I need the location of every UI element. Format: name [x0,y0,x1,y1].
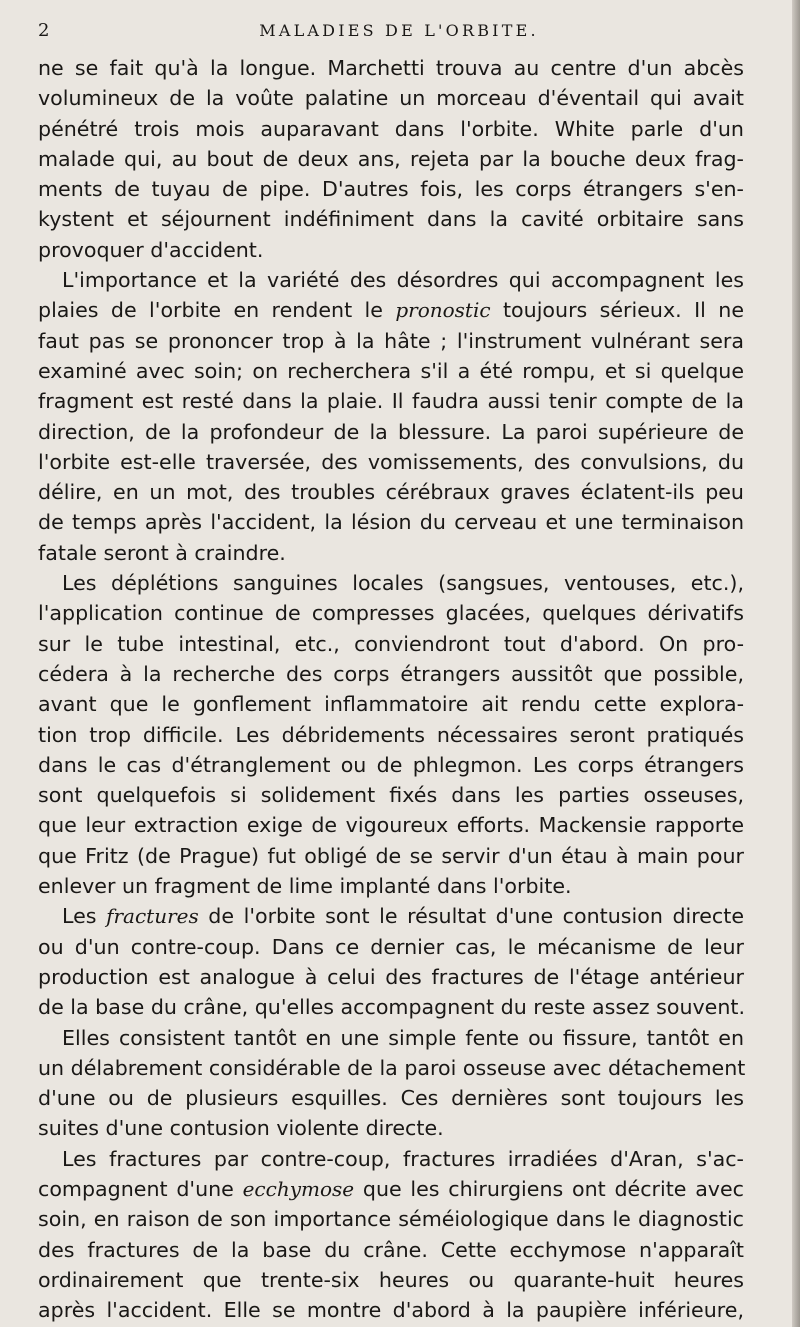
text-fragment: de l'orbite sont le résultat d'une contusion directe [198,904,744,929]
text-line: des fractures de la base du crâne. Cette ecchymose n'apparaît [38,1237,744,1262]
text-line: de la base du crâne, qu'elles accompagnent du reste assez souvent. [38,995,746,1020]
text-fragment: toujours sérieux. Il ne [490,298,745,323]
page-edge-shadow [792,0,800,1327]
text-line [38,901,744,931]
italic-term: ecchymose [242,1176,355,1201]
text-line: cédera à la recherche des corps étrangers aussitôt que possible, [38,661,744,686]
text-line: examiné avec soin; on recherchera s'il a été rompu, et si quelque [38,358,744,383]
text-line: faut pas se prononcer trop à la hâte ; l'instrument vulnérant sera [38,328,744,353]
text-line: fatale seront à craindre. [38,540,286,565]
text-line: fragment est resté dans la plaie. Il faudra aussi tenir compte de la [38,389,744,414]
text-line: de temps après l'accident, la lésion du cerveau et une terminaison [38,510,744,535]
text-line: tion trop difficile. Les débridements nécessaires seront pratiqués [38,722,744,747]
text-line: provoquer d'accident. [38,237,264,262]
text-line: après l'accident. Elle se montre d'abord à la paupière inférieure, [38,1298,744,1323]
text-line: dans le cas d'étranglement ou de phlegmon. Les corps étrangers [38,752,744,777]
italic-term: pronostic [395,298,491,323]
text-line: Les déplétions sanguines locales (sangsues, ventouses, etc.), [62,571,744,596]
running-head: MALADIES DE L'ORBITE. [259,21,539,40]
text-line: malade qui, au bout de deux ans, rejeta par la bouche deux frag- [38,146,744,171]
text-line: un délabrement considérable de la paroi osseuse avec détachement [38,1055,746,1080]
text-line: sur le tube intestinal, etc., conviendront tout d'abord. On pro- [38,631,744,656]
text-fragment: plaies de l'orbite en rendent le [38,298,396,323]
text-line [38,1174,744,1204]
text-line: Elles consistent tantôt en une simple fente ou fissure, tantôt en [62,1025,744,1050]
text-line: volumineux de la voûte palatine un morceau d'éventail qui avait [38,86,744,111]
text-line: d'une ou de plusieurs esquilles. Ces dernières sont toujours les [38,1086,744,1111]
text-line: ordinairement que trente-six heures ou quarante-huit heures [38,1267,744,1292]
text-fragment: Les [62,904,107,929]
text-line: sont quelquefois si solidement fixés dans les parties osseuses, [38,783,744,808]
text-line: l'application continue de compresses glacées, quelques dérivatifs [38,601,744,626]
body-text [38,53,744,1325]
text-fragment: que les chirurgiens ont décrite avec [354,1176,744,1201]
text-line: kystent et séjournent indéfiniment dans la cavité orbitaire sans [38,207,744,232]
text-line: l'orbite est-elle traversée, des vomissements, des convulsions, du [38,449,744,474]
text-line: ments de tuyau de pipe. D'autres fois, les corps étrangers s'en- [38,177,744,202]
text-line: pénétré trois mois auparavant dans l'orbite. White parle d'un [38,116,744,141]
text-line: que Fritz (de Prague) fut obligé de se servir d'un étau à main pour [38,843,744,868]
text-line: délire, en un mot, des troubles cérébraux graves éclatent-ils peu [38,480,744,505]
italic-term: fractures [106,904,199,929]
text-line: production est analogue à celui des fractures de l'étage antérieur [38,964,744,989]
text-line [38,295,744,325]
text-line: Les fractures par contre-coup, fractures irradiées d'Aran, s'ac- [62,1146,744,1171]
text-line: ou d'un contre-coup. Dans ce dernier cas, le mécanisme de leur [38,934,744,959]
text-fragment: compagnent d'une [38,1176,243,1201]
text-line: direction, de la profondeur de la blessure. La paroi supérieure de [38,419,744,444]
page-number: 2 [38,20,50,41]
text-line: que leur extraction exige de vigoureux efforts. Mackensie rapporte [38,813,744,838]
text-line: soin, en raison de son importance séméiologique dans le diagnostic [38,1207,744,1232]
text-line: L'importance et la variété des désordres qui accompagnent les [62,268,744,293]
text-line: avant que le gonflement inflammatoire ait rendu cette explora- [38,692,744,717]
text-line: enlever un fragment de lime implanté dans l'orbite. [38,874,572,899]
page-header [38,20,760,48]
text-line: suites d'une contusion violente directe. [38,1116,444,1141]
text-line: ne se fait qu'à la longue. Marchetti trouva au centre d'un abcès [38,56,744,80]
